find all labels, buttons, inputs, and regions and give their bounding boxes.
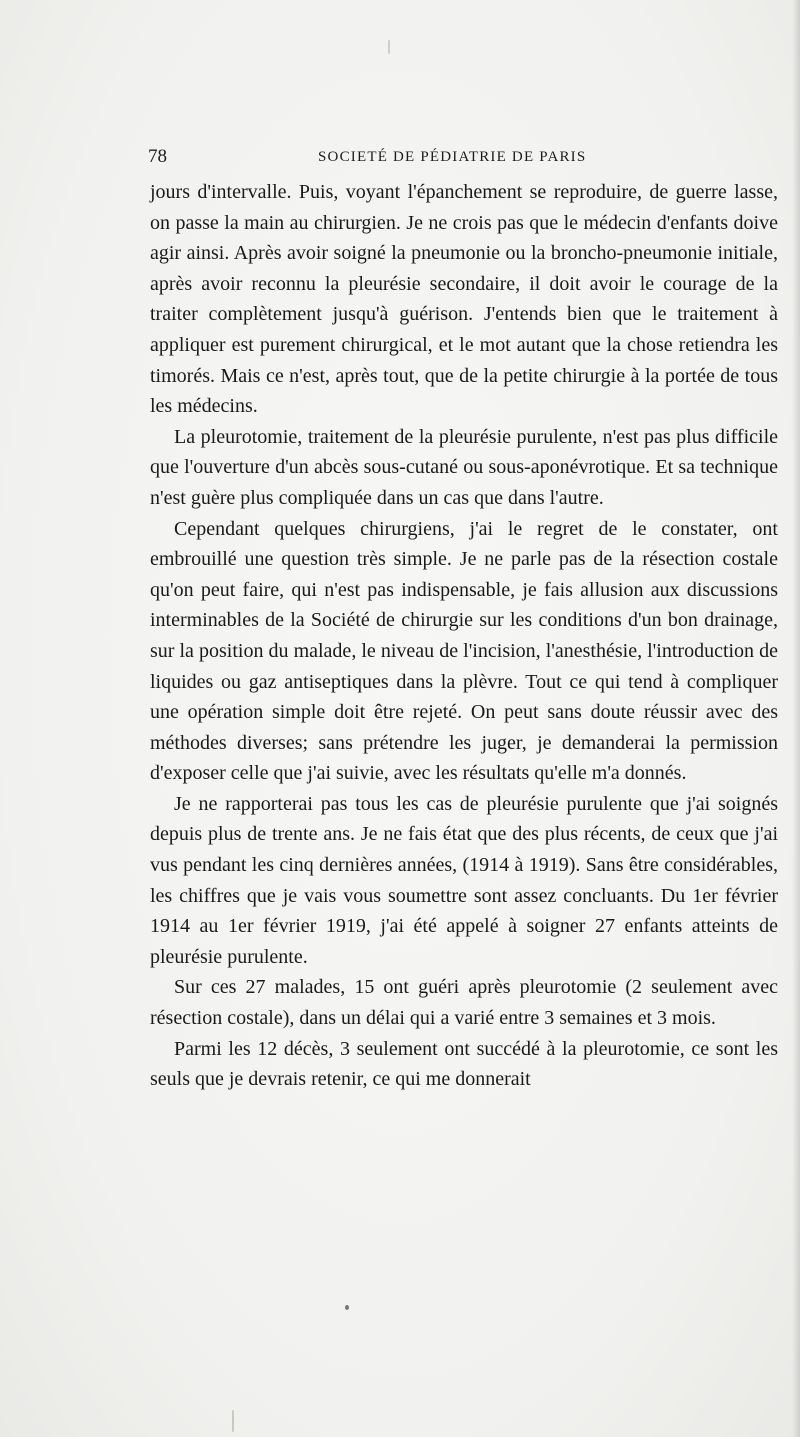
body-text (150, 177, 778, 1095)
paper-speck (345, 1305, 349, 1310)
paragraph: Je ne rapporterai pas tous les cas de pleurésie purulente que j'ai soignés depuis plus de trente ans. Je ne fais état que des plus récents, de ceux que j'ai vus pendant les cinq dernières années, (1914 à 1919). Sans être considérables, les chiffres que je vais vous soumettre sont assez concluants. Du 1er février 1914 au 1er février 1919, j'ai été appelé à soigner 27 enfants atteints de pleurésie purulente. (150, 792, 778, 968)
paragraph: La pleurotomie, traitement de la pleurésie purulente, n'est pas plus difficile que l'ouverture d'un abcès sous-cutané ou sous-aponévrotique. Et sa technique n'est guère plus compliquée dans un cas que dans l'autre. (150, 425, 778, 509)
paper-speck (388, 40, 390, 54)
page-number: 78 (148, 146, 167, 167)
paragraph: Cependant quelques chirurgiens, j'ai le regret de le constater, ont embrouillé une question très simple. Je ne parle pas de la résection costale qu'on peut faire, qui n'est pas indispensable, je fais allusion aux discussions interminables de la Société de chirurgie sur les conditions d'un bon drainage, sur la position du malade, le niveau de l'incision, l'anesthésie, l'introduction de liquides ou gaz antiseptiques dans la plèvre. Tout ce qui tend à compliquer une opération simple doit être rejeté. On peut sans doute réussir avec des méthodes diverses; sans prétendre les juger, je demanderai la permission d'exposer celle que j'ai suivie, avec les résultats qu'elle m'a donnés. (150, 517, 778, 785)
paragraph: Sur ces 27 malades, 15 ont guéri après pleurotomie (2 seulement avec résection costale), dans un délai qui a varié entre 3 semaines et 3 mois. (150, 976, 778, 1030)
page-edge-shadow (792, 0, 800, 1437)
page-header (148, 146, 778, 176)
paper-speck (232, 1410, 234, 1432)
paragraph: Parmi les 12 décès, 3 seulement ont succédé à la pleurotomie, ce sont les seuls que je devrais retenir, ce qui me donnerait (150, 1037, 778, 1091)
running-head: SOCIETÉ DE PÉDIATRIE DE PARIS (318, 149, 587, 165)
paragraph: jours d'intervalle. Puis, voyant l'épanchement se reproduire, de guerre lasse, on passe la main au chirurgien. Je ne crois pas que le médecin d'enfants doive agir ainsi. Après avoir soigné la pneumonie ou la broncho-pneumonie initiale, après avoir reconnu la pleurésie secondaire, il doit avoir le courage de la traiter complètement jusqu'à guérison. J'entends bien que le traitement à appliquer est purement chirurgical, et le mot autant que la chose retiendra les timorés. Mais ce n'est, après tout, que de la petite chirurgie à la portée de tous les médecins. (150, 181, 778, 418)
